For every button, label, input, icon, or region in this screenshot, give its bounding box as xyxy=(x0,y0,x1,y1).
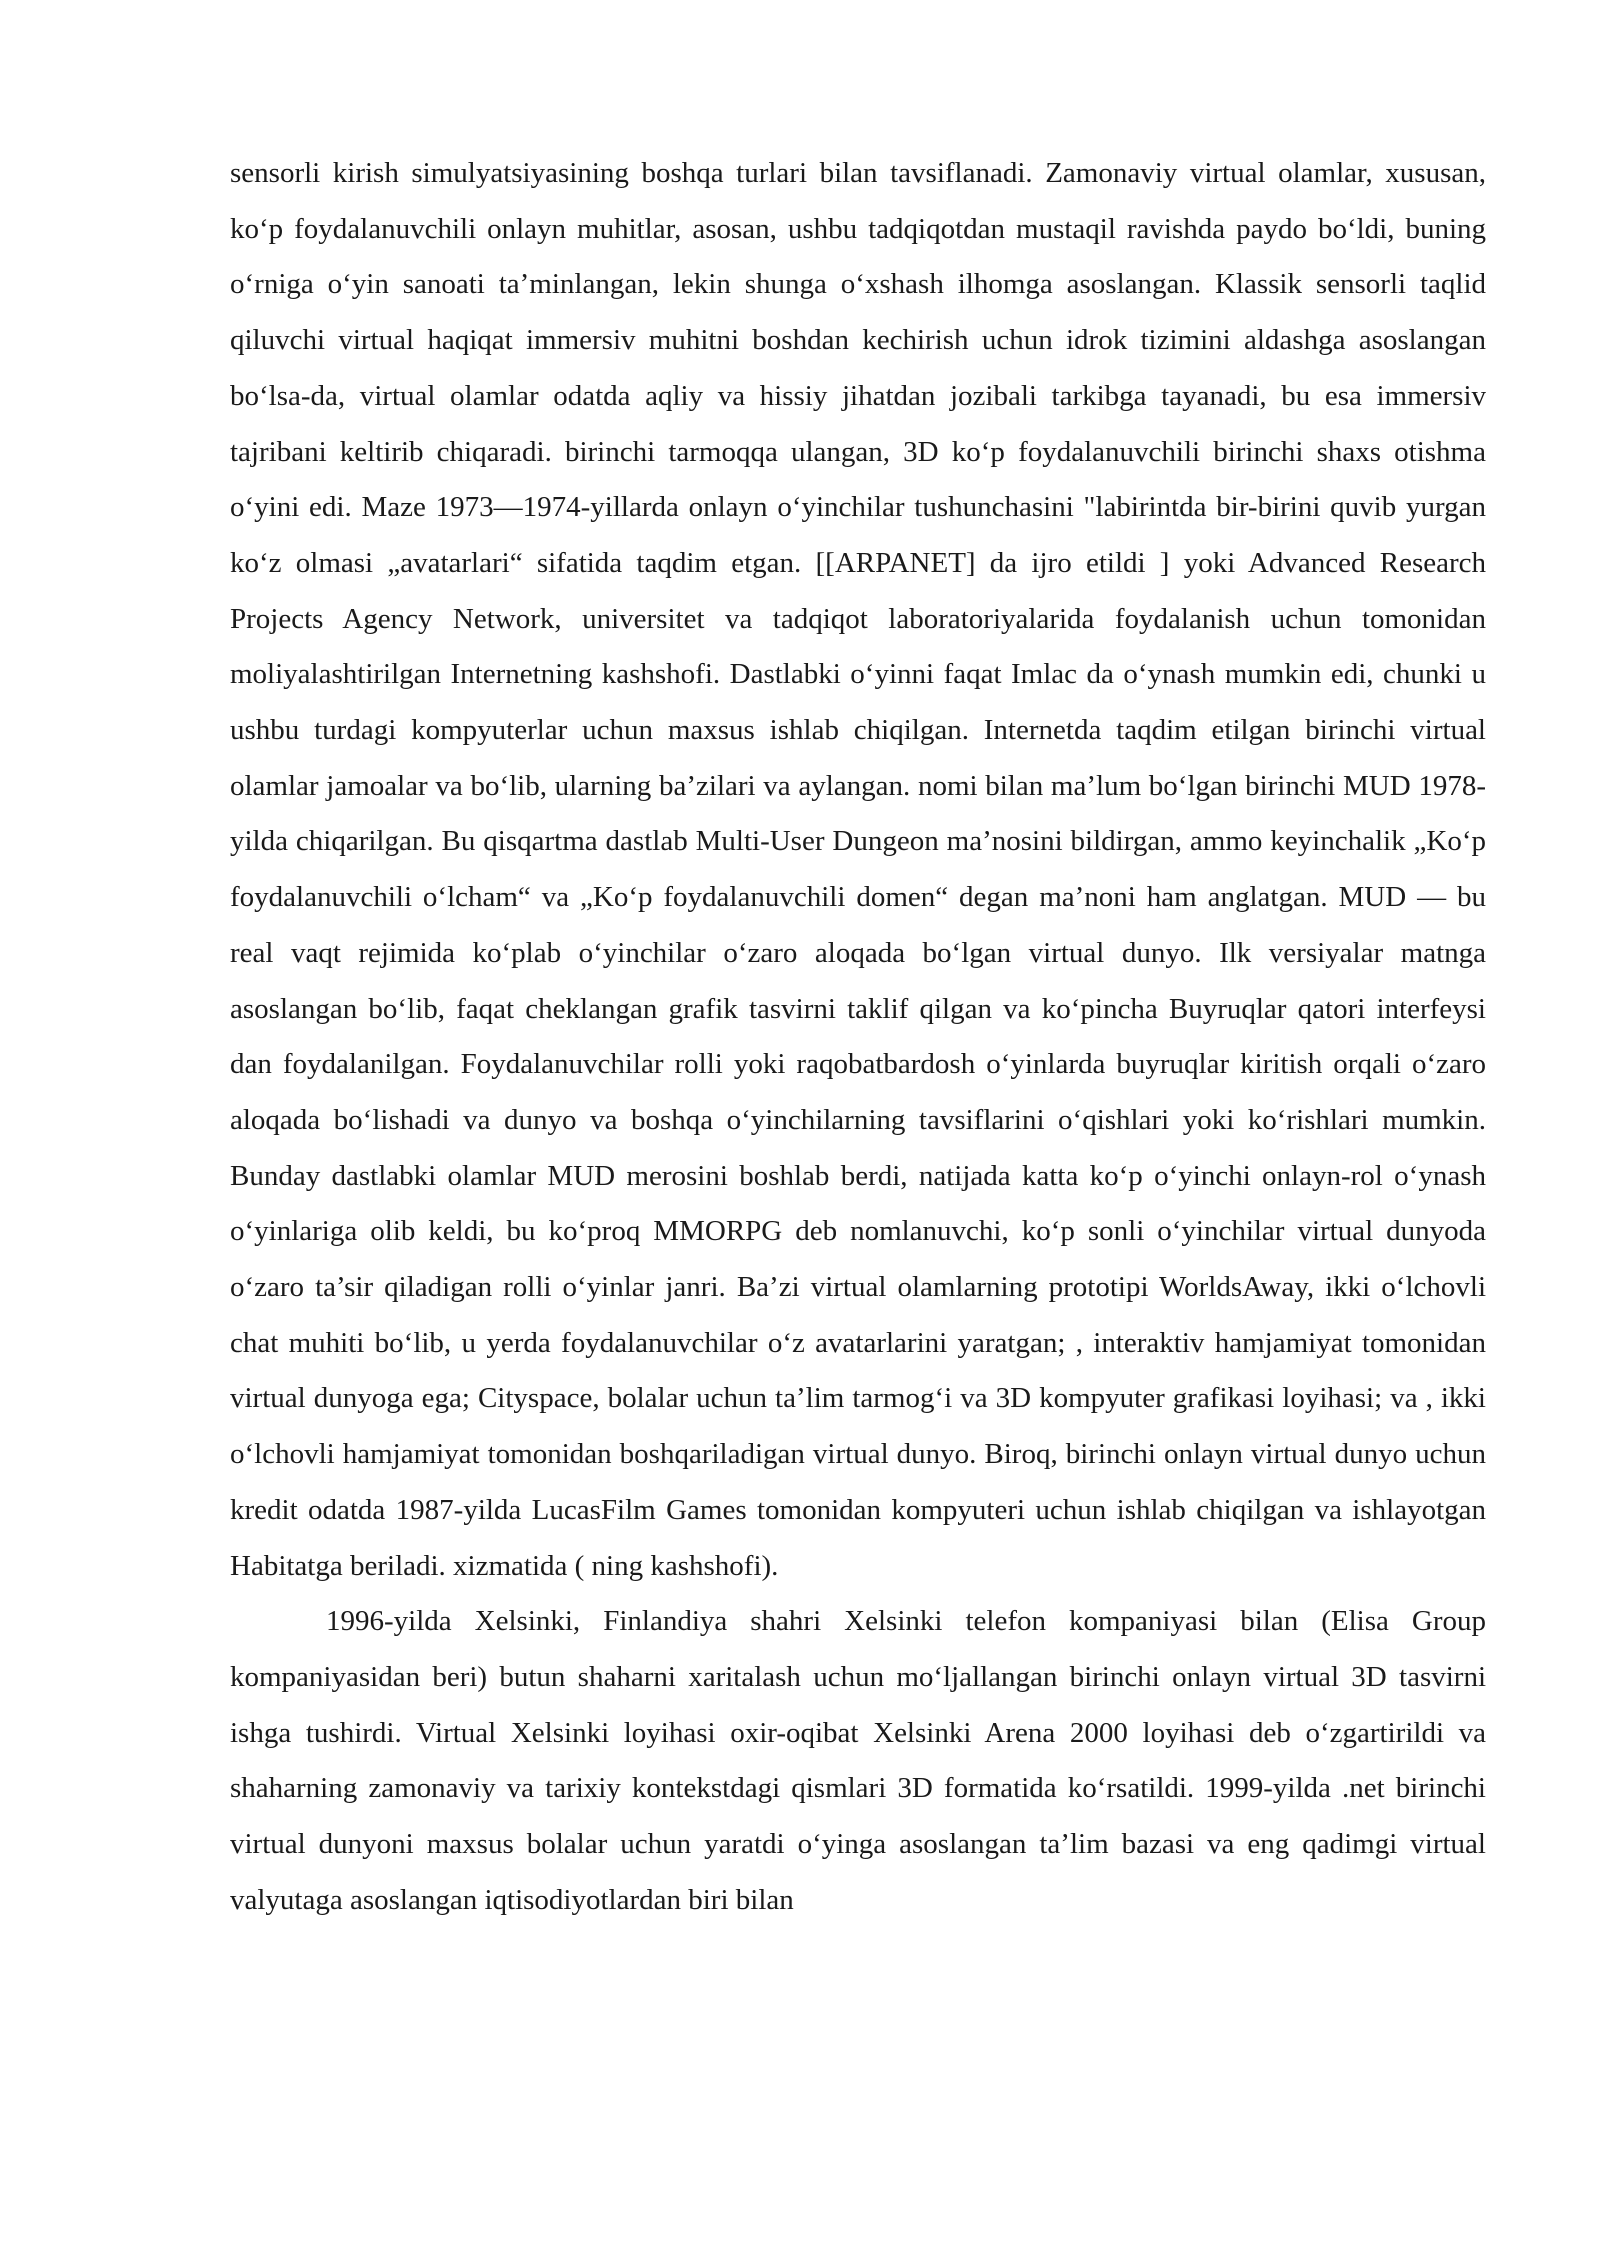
body-text xyxy=(230,146,1486,1929)
paragraph-2: 1996-yilda Xelsinki, Finlandiya shahri Xelsinki telefon kompaniyasi bilan (Elisa Group kompaniyasidan beri) butun shaharni xaritalash uchun mo‘ljallangan birinchi onlayn virtual 3D tasvirni ishga tushirdi. Virtual Xelsinki loyihasi oxir-oqibat Xelsinki Arena 2000 loyihasi deb o‘zgartirildi va shaharning zamonaviy va tarixiy kontekstdagi qismlari 3D formatida ko‘rsatildi. 1999-yilda .net birinchi virtual dunyoni maxsus bolalar uchun yaratdi o‘yinga asoslangan ta’lim bazasi va eng qadimgi virtual valyutaga asoslangan iqtisodiyotlardan biri bilan xyxy=(230,1605,1486,1916)
paragraph-1: sensorli kirish simulyatsiyasining boshqa turlari bilan tavsiflanadi. Zamonaviy virtual olamlar, xususan, ko‘p foydalanuvchili onlayn muhitlar, asosan, ushbu tadqiqotdan mustaqil ravishda paydo bo‘ldi, buning o‘rniga o‘yin sanoati ta’minlangan, lekin shunga o‘xshash ilhomga asoslangan. Klassik sensorli taqlid qiluvchi virtual haqiqat immersiv muhitni boshdan kechirish uchun idrok tizimini aldashga asoslangan bo‘lsa-da, virtual olamlar odatda aqliy va hissiy jihatdan jozibali tarkibga tayanadi, bu esa immersiv tajribani keltirib chiqaradi. birinchi tarmoqqa ulangan, 3D ko‘p foydalanuvchili birinchi shaxs otishma o‘yini edi. Maze 1973—1974-yillarda onlayn o‘yinchilar tushunchasini "labirintda bir-birini quvib yurgan ko‘z olmasi „avatarlari“ sifatida taqdim etgan. [[ARPANET] da ijro etildi ] yoki Advanced Research Projects Agency Network, universitet va tadqiqot laboratoriyalarida foydalanish uchun tomonidan moliyalashtirilgan Internetning kashshofi. Dastlabki o‘yinni faqat Imlac da o‘ynash mumkin edi, chunki u ushbu turdagi kompyuterlar uchun maxsus ishlab chiqilgan. Internetda taqdim etilgan birinchi virtual olamlar jamoalar va bo‘lib, ularning ba’zilari va aylangan. nomi bilan ma’lum bo‘lgan birinchi MUD 1978-yilda chiqarilgan. Bu qisqartma dastlab Multi-User Dungeon ma’nosini bildirgan, ammo keyinchalik „Ko‘p foydalanuvchili o‘lcham“ va „Ko‘p foydalanuvchili domen“ degan ma’noni ham anglatgan. MUD — bu real vaqt rejimida ko‘plab o‘yinchilar o‘zaro aloqada bo‘lgan virtual dunyo. Ilk versiyalar matnga asoslangan bo‘lib, faqat cheklangan grafik tasvirni taklif qilgan va ko‘pincha Buyruqlar qatori interfeysi dan foydalanilgan. Foydalanuvchilar rolli yoki raqobatbardosh o‘yinlarda buyruqlar kiritish orqali o‘zaro aloqada bo‘lishadi va dunyo va boshqa o‘yinchilarning tavsiflarini o‘qishlari yoki ko‘rishlari mumkin. Bunday dastlabki olamlar MUD merosini boshlab berdi, natijada katta ko‘p o‘yinchi onlayn-rol o‘ynash o‘yinlariga olib keldi, bu ko‘proq MMORPG deb nomlanuvchi, ko‘p sonli o‘yinchilar virtual dunyoda o‘zaro ta’sir qiladigan rolli o‘yinlar janri. Ba’zi virtual olamlarning prototipi WorldsAway, ikki o‘lchovli chat muhiti bo‘lib, u yerda foydalanuvchilar o‘z avatarlarini yaratgan; , interaktiv hamjamiyat tomonidan virtual dunyoga ega; Cityspace, bolalar uchun ta’lim tarmog‘i va 3D kompyuter grafikasi loyihasi; va , ikki o‘lchovli hamjamiyat tomonidan boshqariladigan virtual dunyo. Biroq, birinchi onlayn virtual dunyo uchun kredit odatda 1987-yilda LucasFilm Games tomonidan kompyuteri uchun ishlab chiqilgan va ishlayotgan Habitatga beriladi. xizmatida ( ning kashshofi). xyxy=(230,157,1486,1582)
